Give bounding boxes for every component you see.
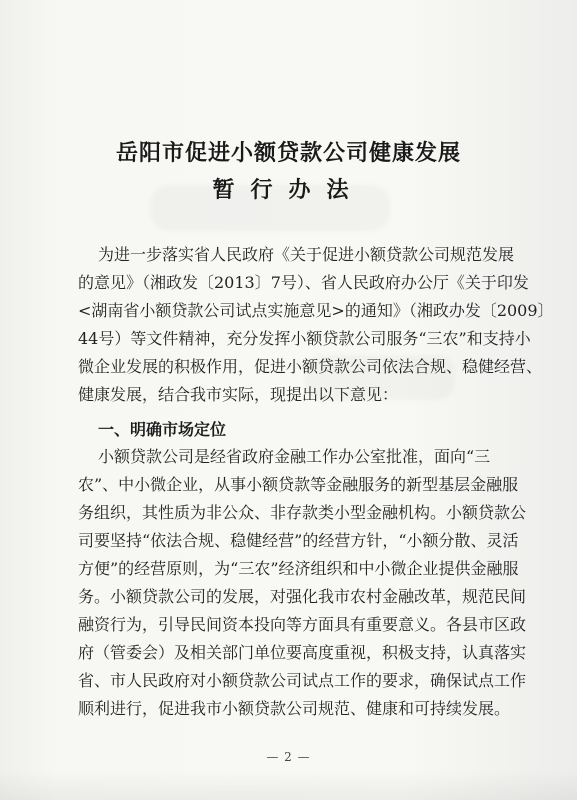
intro-line: 的意见》（湘政发〔2013〕7号）、省人民政府办公厅《关于印发 [78, 273, 529, 292]
section-line: 小额贷款公司是经省政府金融工作办公室批准，面向“三 [98, 447, 491, 466]
section-line: 务。小额贷款公司的发展，对强化我市农村金融改革，规范民间 [78, 587, 527, 606]
intro-line: 44号）等文件精神，充分发挥小额贷款公司服务“三农”和支持小 [78, 329, 531, 348]
section-line: 府（管委会）及相关部门单位要高度重视，积极支持，认真落实 [78, 643, 527, 662]
section-line: 融资行为，引导民间资本投向等方面具有重要意义。各县市区政 [78, 615, 527, 634]
section-heading: 一、明确市场定位 [98, 420, 227, 439]
intro-line: 微企业发展的积极作用，促进小额贷款公司依法合规、稳健经营、 [78, 357, 543, 376]
intro-line: 为进一步落实省人民政府《关于促进小额贷款公司规范发展 [98, 245, 515, 264]
intro-line: <湖南省小额贷款公司试点实施意见>的通知》（湘政办发〔2009〕 [78, 301, 554, 320]
section-line: 方便”的经营原则，为“三农”经济组织和中小微企业提供金融服 [78, 559, 519, 578]
page-number: — 2 — [266, 750, 311, 764]
section-line: 农”、中小微企业，从事小额贷款等金融服务的新型基层金融服 [78, 475, 519, 494]
section-line: 司要坚持“依法合规、稳健经营”的经营方针，“小额分散、灵活 [78, 531, 519, 550]
document-subtitle: 暂行办法 [212, 178, 365, 203]
section-line: 省、市人民政府对小额贷款公司试点工作的要求，确保试点工作 [78, 671, 527, 690]
document-title: 岳阳市促进小额贷款公司健康发展 [115, 141, 461, 166]
intro-line: 健康发展，结合我市实际，现提出以下意见： [78, 385, 399, 404]
section-line: 务组织，其性质为非公众、非存款类小型金融机构。小额贷款公 [78, 503, 527, 522]
section-line: 顺利进行，促进我市小额贷款公司规范、健康和可持续发展。 [78, 699, 511, 718]
